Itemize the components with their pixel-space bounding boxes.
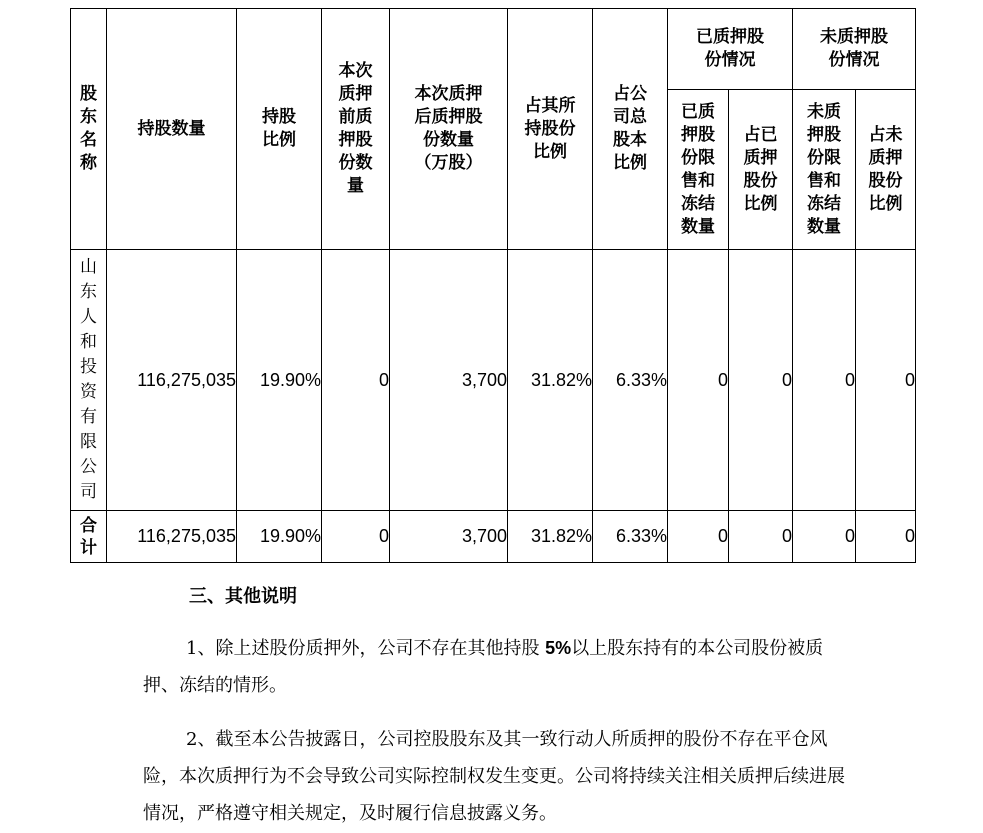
header-pledged-before: 本次 质押 前质 押股 份数 量 [322, 9, 390, 250]
cell-shares-held: 116,275,035 [107, 250, 237, 511]
header-pledged-restricted-pct: 占已 质押 股份 比例 [729, 90, 793, 250]
total-unpledged-restricted-pct: 0 [856, 511, 916, 563]
paragraph-1-text-end: 以上股东持有的本公司股份被质押、冻结的情形。 [143, 638, 824, 696]
cell-holding-ratio: 19.90% [237, 250, 322, 511]
paragraph-1-text-start: 1、除上述股份质押外，公司不存在其他持股 [186, 638, 546, 659]
cell-unpledged-restricted-pct: 0 [856, 250, 916, 511]
header-unpledged-group: 未质押股 份情况 [793, 9, 916, 90]
total-pledged-restricted-pct: 0 [729, 511, 793, 563]
paragraph-2: 2、截至本公告披露日，公司控股股东及其一致行动人所质押的股份不存在平仓风险，本次质押行为不会导致公司实际控制权发生变更。公司将持续关注相关质押后续进展情况，严格遵守相关规定，及时履行信息披露义务。 [143, 729, 845, 824]
cell-pct-total-capital: 6.33% [593, 250, 668, 511]
header-pledged-restricted: 已质 押股 份限 售和 冻结 数量 [668, 90, 729, 250]
pledge-table [70, 8, 916, 563]
total-pledged-after: 3,700 [390, 511, 508, 563]
cell-pledged-after: 3,700 [390, 250, 508, 511]
header-row-1 [71, 9, 916, 90]
cell-pledged-restricted-pct: 0 [729, 250, 793, 511]
total-row [71, 511, 916, 563]
header-shareholder-name: 股 东 名 称 [71, 9, 107, 250]
cell-unpledged-restricted: 0 [793, 250, 856, 511]
header-holding-ratio: 持股 比例 [237, 9, 322, 250]
total-pledged-restricted: 0 [668, 511, 729, 563]
paragraph-1 [143, 630, 848, 704]
header-pct-total-capital: 占公 司总 股本 比例 [593, 9, 668, 250]
cell-pledged-before: 0 [322, 250, 390, 511]
total-shares-held: 116,275,035 [107, 511, 237, 563]
header-unpledged-restricted-pct: 占未 质押 股份 比例 [856, 90, 916, 250]
header-unpledged-restricted: 未质 押股 份限 售和 冻结 数量 [793, 90, 856, 250]
total-pct-own-holding: 31.82% [508, 511, 593, 563]
cell-total-label: 合 计 [71, 511, 107, 563]
total-unpledged-restricted: 0 [793, 511, 856, 563]
cell-pct-own-holding: 31.82% [508, 250, 593, 511]
header-pct-own-holding: 占其所 持股份 比例 [508, 9, 593, 250]
cell-pledged-restricted: 0 [668, 250, 729, 511]
cell-shareholder-name: 山 东 人 和 投 资 有 限 公 司 [71, 250, 107, 511]
paragraph-1-percent: 5% [545, 638, 572, 658]
total-pct-total-capital: 6.33% [593, 511, 668, 563]
header-pledged-after: 本次质押 后质押股 份数量 （万股） [390, 9, 508, 250]
total-pledged-before: 0 [322, 511, 390, 563]
table-row [71, 250, 916, 511]
header-shares-held: 持股数量 [107, 9, 237, 250]
section-title: 三、其他说明 [189, 586, 297, 607]
total-holding-ratio: 19.90% [237, 511, 322, 563]
header-pledged-group: 已质押股 份情况 [668, 9, 793, 90]
